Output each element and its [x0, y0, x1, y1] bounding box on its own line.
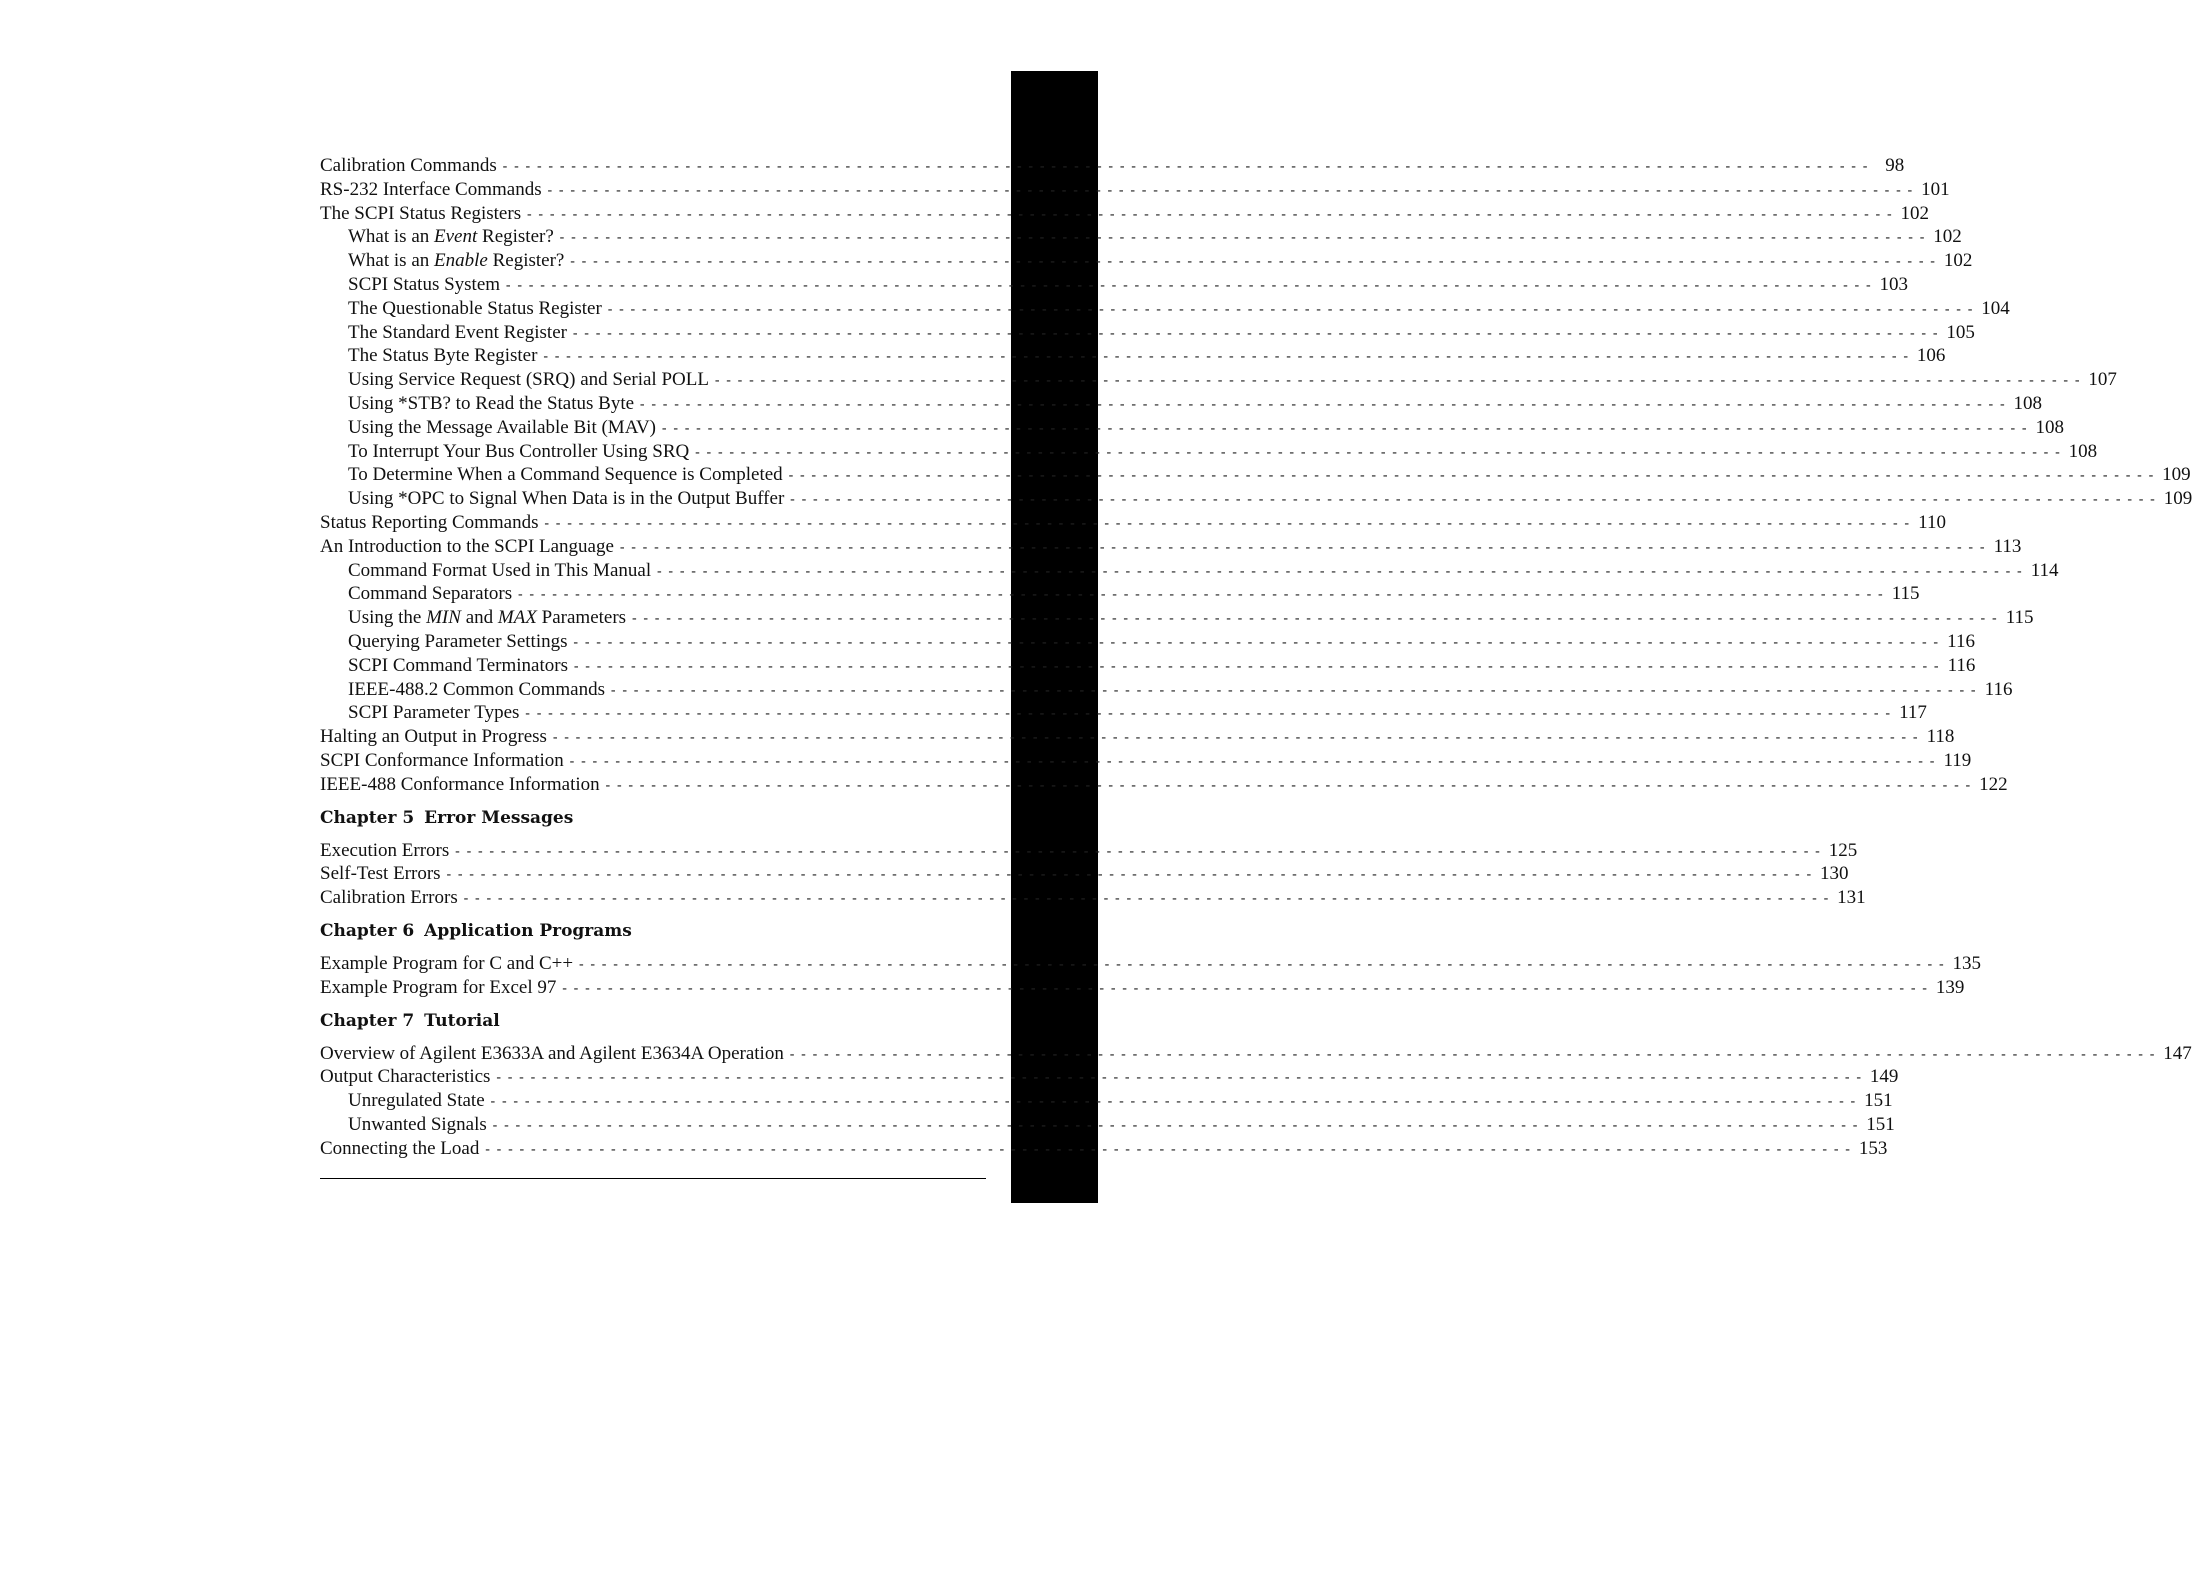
- bottom-rule: [320, 1178, 986, 1179]
- dot-leader: ------------------------------------------------------------------------------------------------------------------------: [605, 301, 1978, 318]
- dot-leader: ------------------------------------------------------------------------------------------------------------------------: [541, 349, 1913, 366]
- dot-leader: ------------------------------------------------------------------------------------------------------------------------: [488, 1094, 1861, 1111]
- table-of-contents: [320, 154, 2192, 1160]
- toc-entry-title-text: Overview of Agilent E3633A and Agilent E3634A Operation: [320, 1042, 784, 1064]
- toc-entry-title-text: The Status Byte Register: [348, 345, 538, 367]
- toc-entry[interactable]: [320, 606, 2034, 630]
- toc-entry-title: [348, 297, 602, 321]
- toc-entry-title: [348, 225, 554, 249]
- toc-entry[interactable]: [320, 701, 1927, 725]
- toc-entry[interactable]: [320, 440, 2098, 464]
- toc-entry[interactable]: [320, 511, 1946, 535]
- toc-entry-title-emphasis: MAX: [497, 607, 537, 629]
- toc-page-number: 119: [1943, 749, 1972, 771]
- toc-entry[interactable]: [320, 582, 1920, 606]
- toc-entry-title: [320, 202, 521, 226]
- toc-page-number: 109: [2163, 488, 2192, 510]
- toc-page-number: 131: [1837, 887, 1866, 909]
- toc-page-number: 102: [1900, 202, 1930, 224]
- toc-entry[interactable]: [320, 839, 1858, 863]
- toc-entry[interactable]: [320, 952, 1982, 976]
- toc-entry-title-text: The SCPI Status Registers: [320, 202, 522, 224]
- toc-entry-title: [320, 886, 458, 910]
- toc-entry-title-text: Using the: [348, 607, 427, 629]
- toc-entry-title-text: Unregulated State: [348, 1090, 485, 1112]
- chapter-title: Error Messages: [424, 807, 574, 828]
- toc-page-number: 115: [1891, 583, 1920, 605]
- toc-entry-title-text: Self-Test Errors: [320, 863, 441, 885]
- toc-page-number: 115: [2005, 607, 2034, 629]
- toc-entry[interactable]: [320, 344, 1946, 368]
- toc-entry-title: [348, 559, 651, 583]
- toc-entry[interactable]: [320, 862, 1849, 886]
- toc-page-number: 114: [2030, 559, 2059, 581]
- toc-entry-title: [348, 701, 519, 725]
- toc-page-number: 103: [1879, 273, 1908, 295]
- dot-leader: ------------------------------------------------------------------------------------------------------------------------: [570, 325, 1943, 342]
- toc-entry-title-text: To Interrupt Your Bus Controller Using SRQ: [348, 440, 690, 462]
- chapter-heading: [320, 806, 890, 830]
- toc-entry[interactable]: [320, 154, 1905, 178]
- dot-leader: ------------------------------------------------------------------------------------------------------------------------: [638, 396, 2010, 413]
- toc-entry[interactable]: [320, 1065, 1899, 1089]
- toc-entry-title-text: Using *OPC to Signal When Data is in the Output Buffer: [348, 488, 785, 510]
- toc-page-number: 116: [1947, 654, 1976, 676]
- toc-entry-title-text: Halting an Output in Progress: [320, 726, 547, 748]
- toc-entry-title: [348, 344, 537, 368]
- dot-leader: ------------------------------------------------------------------------------------------------------------------------: [567, 753, 1940, 770]
- chapter-title: Tutorial: [424, 1010, 500, 1031]
- toc-page-number: 149: [1869, 1066, 1899, 1088]
- dot-leader: ------------------------------------------------------------------------------------------------------------------------: [609, 682, 1981, 699]
- dot-leader: ------------------------------------------------------------------------------------------------------------------------: [712, 373, 2085, 390]
- toc-page-number: 106: [1916, 345, 1946, 367]
- toc-entry[interactable]: [320, 559, 2059, 583]
- toc-entry-title: [320, 976, 556, 1000]
- toc-page-number: 113: [1993, 535, 2022, 557]
- dot-leader: ------------------------------------------------------------------------------------------------------------------------: [786, 468, 2159, 485]
- toc-entry[interactable]: [320, 392, 2042, 416]
- toc-entry-title-text: Parameters: [536, 607, 627, 629]
- dot-leader: ------------------------------------------------------------------------------------------------------------------------: [490, 1117, 1863, 1134]
- dot-leader: ------------------------------------------------------------------------------------------------------------------------: [444, 867, 1817, 884]
- toc-page-number: 104: [1981, 297, 2010, 319]
- chapter-number: Chapter 6: [320, 920, 415, 941]
- toc-entry-title: [348, 487, 784, 511]
- toc-page-number: 130: [1820, 863, 1849, 885]
- toc-entry[interactable]: [320, 654, 1976, 678]
- chapter-heading: [320, 1009, 890, 1033]
- toc-entry-title: [348, 1089, 485, 1113]
- dot-leader: ------------------------------------------------------------------------------------------------------------------------: [603, 777, 1976, 794]
- toc-entry[interactable]: [320, 463, 2191, 487]
- toc-entry-title-emphasis: Enable: [434, 250, 488, 272]
- toc-entry[interactable]: [320, 725, 1955, 749]
- dot-leader: ------------------------------------------------------------------------------------------------------------------------: [660, 420, 2032, 437]
- toc-entry-title: [348, 440, 689, 464]
- toc-entry[interactable]: [320, 202, 1930, 226]
- dot-leader: ------------------------------------------------------------------------------------------------------------------------: [516, 587, 1888, 604]
- dot-leader: ------------------------------------------------------------------------------------------------------------------------: [500, 159, 1873, 175]
- toc-entry[interactable]: [320, 249, 1973, 273]
- toc-page-number: 147: [2163, 1042, 2192, 1064]
- toc-page-number: 151: [1866, 1113, 1895, 1135]
- toc-entry[interactable]: [320, 630, 1975, 654]
- toc-entry-title-text: Status Reporting Commands: [320, 511, 539, 533]
- dot-leader: ------------------------------------------------------------------------------------------------------------------------: [693, 444, 2065, 461]
- dot-leader: ------------------------------------------------------------------------------------------------------------------------: [542, 515, 1914, 532]
- toc-entry-title-text: What is an: [348, 250, 435, 272]
- toc-entry[interactable]: [320, 886, 1866, 910]
- toc-page-number: 108: [2068, 440, 2098, 462]
- toc-entry-title: [348, 273, 500, 297]
- toc-entry-title: [348, 392, 634, 416]
- dot-leader: ------------------------------------------------------------------------------------------------------------------------: [494, 1070, 1866, 1087]
- toc-page-number: 151: [1864, 1090, 1893, 1112]
- toc-entry[interactable]: [320, 1042, 2192, 1066]
- toc-entry-title: [348, 582, 512, 606]
- toc-entry-title-text: Execution Errors: [320, 839, 450, 861]
- toc-page-number: 118: [1926, 726, 1955, 748]
- toc-entry-title-text: SCPI Command Terminators: [348, 654, 568, 676]
- dot-leader: ------------------------------------------------------------------------------------------------------------------------: [453, 843, 1825, 860]
- toc-page-number: 116: [1984, 678, 2013, 700]
- toc-page-number: 107: [2088, 369, 2117, 391]
- toc-entry[interactable]: [320, 535, 2022, 559]
- toc-page-number: 110: [1918, 511, 1946, 533]
- toc-entry-title: [348, 1113, 487, 1137]
- toc-entry-title-text: Example Program for C and C++: [320, 952, 574, 974]
- toc-page-number: 102: [1933, 226, 1962, 248]
- dot-leader: ------------------------------------------------------------------------------------------------------------------------: [504, 277, 1876, 294]
- toc-entry-title: [348, 249, 564, 273]
- toc-entry-title-text: SCPI Status System: [348, 273, 501, 295]
- dot-leader: ------------------------------------------------------------------------------------------------------------------------: [630, 611, 2002, 628]
- toc-entry-title-text: RS-232 Interface Commands: [320, 178, 542, 200]
- toc-entry[interactable]: [320, 225, 1962, 249]
- toc-entry-title: [348, 630, 568, 654]
- dot-leader: ------------------------------------------------------------------------------------------------------------------------: [787, 1046, 2160, 1063]
- toc-entry-title: [320, 1042, 784, 1066]
- toc-entry-title: [320, 535, 614, 559]
- toc-entry-title-text: Command Separators: [348, 583, 513, 605]
- toc-page-number: 105: [1946, 321, 1975, 343]
- toc-entry-title-text: Output Characteristics: [320, 1066, 491, 1088]
- toc-entry-title-text: SCPI Parameter Types: [348, 702, 520, 724]
- chapter-heading: [320, 919, 890, 943]
- toc-entry[interactable]: [320, 178, 1950, 202]
- dot-leader: ------------------------------------------------------------------------------------------------------------------------: [560, 980, 1932, 997]
- toc-entry-title: [320, 773, 600, 797]
- dot-leader: ------------------------------------------------------------------------------------------------------------------------: [525, 206, 1897, 223]
- toc-entry-title: [320, 749, 564, 773]
- toc-entry[interactable]: [320, 773, 2008, 797]
- dot-leader: ------------------------------------------------------------------------------------------------------------------------: [523, 706, 1895, 723]
- toc-entry-title: [320, 154, 497, 178]
- dot-leader: ------------------------------------------------------------------------------------------------------------------------: [550, 730, 1923, 747]
- chapter-title: Application Programs: [424, 920, 632, 941]
- toc-page-number: 135: [1952, 952, 1982, 974]
- toc-entry[interactable]: [320, 321, 1975, 345]
- toc-entry[interactable]: [320, 1089, 1893, 1113]
- toc-entry-title: [348, 368, 709, 392]
- dot-leader: ------------------------------------------------------------------------------------------------------------------------: [483, 1141, 1855, 1158]
- toc-entry-title-text: and: [460, 607, 498, 629]
- toc-entry-title: [348, 654, 568, 678]
- toc-entry[interactable]: [320, 273, 1908, 297]
- toc-page-number: 108: [2013, 392, 2042, 414]
- toc-page-number: 109: [2162, 464, 2191, 486]
- toc-entry-title-text: Unwanted Signals: [348, 1113, 487, 1135]
- dot-leader: ------------------------------------------------------------------------------------------------------------------------: [577, 956, 1949, 973]
- toc-entry[interactable]: [320, 1113, 1895, 1137]
- toc-page-number: 125: [1828, 839, 1858, 861]
- toc-entry[interactable]: [320, 297, 2010, 321]
- toc-entry-title-text: IEEE-488 Conformance Information: [320, 773, 600, 795]
- dot-leader: ------------------------------------------------------------------------------------------------------------------------: [461, 891, 1834, 908]
- toc-entry-title-emphasis: Event: [434, 226, 478, 248]
- toc-entry-title-text: Using Service Request (SRQ) and Serial POLL: [348, 369, 709, 391]
- dot-leader: ------------------------------------------------------------------------------------------------------------------------: [571, 658, 1944, 675]
- toc-entry-title-text: Calibration Errors: [320, 887, 458, 909]
- toc-entry-title-emphasis: MIN: [426, 607, 461, 629]
- toc-page-number: 116: [1947, 630, 1975, 652]
- toc-entry-title-text: The Questionable Status Register: [348, 297, 602, 319]
- toc-entry-title-text: The Standard Event Register: [348, 321, 567, 343]
- toc-entry-title: [348, 463, 783, 487]
- dot-leader: ------------------------------------------------------------------------------------------------------------------------: [545, 182, 1918, 199]
- toc-entry[interactable]: [320, 1137, 1888, 1161]
- toc-entry-title: [320, 1065, 490, 1089]
- toc-entry-title-text: Using the Message Available Bit (MAV): [348, 416, 657, 438]
- toc-entry-title: [348, 321, 567, 345]
- toc-page-number: 98: [1885, 155, 1905, 176]
- toc-entry-title-text: Calibration Commands: [320, 155, 497, 176]
- toc-page-number: 108: [2035, 416, 2064, 438]
- toc-entry-title-text: Connecting the Load: [320, 1137, 480, 1159]
- toc-page-number: 102: [1943, 250, 1973, 272]
- toc-entry[interactable]: [320, 368, 2117, 392]
- toc-entry-title: [320, 511, 539, 535]
- toc-entry-title-text: Example Program for Excel 97: [320, 976, 557, 998]
- toc-entry-title-text: Command Format Used in This Manual: [348, 559, 652, 581]
- toc-page-number: 117: [1899, 702, 1927, 724]
- toc-entry-title: [320, 839, 449, 863]
- toc-entry[interactable]: [320, 749, 1972, 773]
- toc-page-number: 101: [1921, 178, 1950, 200]
- toc-entry-title-text: IEEE-488.2 Common Commands: [348, 678, 606, 700]
- chapter-number: Chapter 5: [320, 807, 415, 828]
- toc-entry-title: [320, 725, 547, 749]
- toc-entry[interactable]: [320, 416, 2064, 440]
- toc-entry-title: [320, 952, 573, 976]
- toc-page-number: 139: [1935, 976, 1965, 998]
- toc-page-number: 122: [1979, 773, 2008, 795]
- toc-entry-title-text: Querying Parameter Settings: [348, 630, 568, 652]
- dot-leader: ------------------------------------------------------------------------------------------------------------------------: [557, 230, 1930, 247]
- toc-entry-title-text: Register?: [477, 226, 554, 248]
- dot-leader: ------------------------------------------------------------------------------------------------------------------------: [571, 634, 1943, 651]
- chapter-number: Chapter 7: [320, 1010, 415, 1031]
- toc-entry[interactable]: [320, 487, 2192, 511]
- toc-entry[interactable]: [320, 976, 1965, 1000]
- dot-leader: ------------------------------------------------------------------------------------------------------------------------: [655, 563, 2027, 580]
- toc-entry-title: [320, 1137, 479, 1161]
- toc-page-number: 153: [1858, 1137, 1888, 1159]
- toc-entry-title-text: SCPI Conformance Information: [320, 749, 564, 771]
- toc-entry-title: [348, 416, 656, 440]
- toc-entry-title-text: To Determine When a Command Sequence is Completed: [348, 464, 783, 486]
- toc-entry-title-text: An Introduction to the SCPI Language: [320, 535, 614, 557]
- toc-entry-title-text: What is an: [348, 226, 435, 248]
- dot-leader: ------------------------------------------------------------------------------------------------------------------------: [617, 539, 1990, 556]
- dot-leader: ------------------------------------------------------------------------------------------------------------------------: [568, 254, 1940, 271]
- toc-entry-title-text: Using *STB? to Read the Status Byte: [348, 392, 635, 414]
- toc-entry-title: [348, 678, 605, 702]
- toc-entry-title-text: Register?: [487, 250, 565, 272]
- dot-leader: ------------------------------------------------------------------------------------------------------------------------: [788, 492, 2160, 509]
- toc-entry-title: [320, 178, 542, 202]
- toc-entry[interactable]: [320, 678, 2013, 702]
- toc-entry-title: [320, 862, 441, 886]
- toc-entry-title: [348, 606, 626, 630]
